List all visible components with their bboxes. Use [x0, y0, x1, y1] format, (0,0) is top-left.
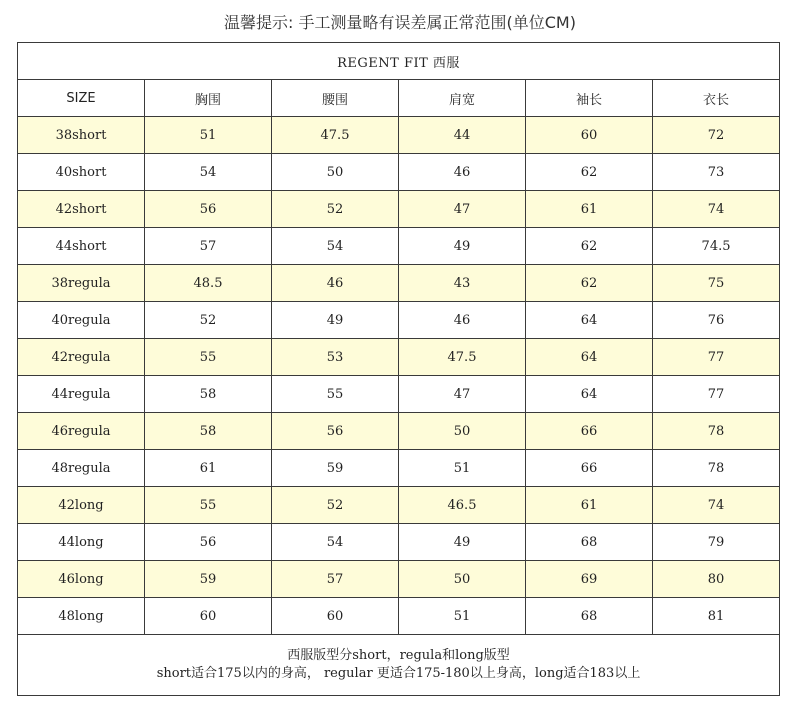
table-note-row [18, 635, 780, 696]
table-cell-chest: 60 [145, 598, 272, 635]
column-header-size: SIZE [18, 80, 145, 117]
size-chart-table [17, 42, 780, 696]
table-cell-waist: 52 [272, 191, 399, 228]
table-cell-chest: 51 [145, 117, 272, 154]
table-cell-sleeve: 69 [526, 561, 653, 598]
table-cell-waist: 60 [272, 598, 399, 635]
table-cell-sleeve: 66 [526, 413, 653, 450]
table-cell-size: 48long [18, 598, 145, 635]
table-cell-sleeve: 62 [526, 154, 653, 191]
table-cell-chest: 58 [145, 413, 272, 450]
table-row [18, 117, 780, 154]
table-cell-sleeve: 62 [526, 265, 653, 302]
table-row [18, 154, 780, 191]
table-cell-length: 81 [653, 598, 780, 635]
table-row [18, 450, 780, 487]
table-cell-length: 77 [653, 376, 780, 413]
table-cell-length: 77 [653, 339, 780, 376]
table-cell-chest: 58 [145, 376, 272, 413]
table-cell-sleeve: 66 [526, 450, 653, 487]
table-header-row [18, 80, 780, 117]
table-cell-shoulder: 47 [399, 376, 526, 413]
table-cell-length: 79 [653, 524, 780, 561]
table-cell-size: 42short [18, 191, 145, 228]
table-row [18, 561, 780, 598]
table-cell-waist: 57 [272, 561, 399, 598]
table-cell-length: 72 [653, 117, 780, 154]
table-cell-shoulder: 46 [399, 302, 526, 339]
table-cell-sleeve: 62 [526, 228, 653, 265]
table-row [18, 191, 780, 228]
table-cell-chest: 57 [145, 228, 272, 265]
table-cell-waist: 53 [272, 339, 399, 376]
table-cell-sleeve: 60 [526, 117, 653, 154]
table-cell-size: 38regula [18, 265, 145, 302]
table-row [18, 376, 780, 413]
table-cell-chest: 55 [145, 339, 272, 376]
table-cell-size: 42long [18, 487, 145, 524]
table-cell-waist: 54 [272, 524, 399, 561]
table-cell-size: 46long [18, 561, 145, 598]
table-cell-size: 40short [18, 154, 145, 191]
table-cell-chest: 56 [145, 191, 272, 228]
column-header-sleeve: 袖长 [526, 80, 653, 117]
table-cell-sleeve: 61 [526, 191, 653, 228]
table-cell-shoulder: 51 [399, 598, 526, 635]
table-cell-chest: 55 [145, 487, 272, 524]
table-cell-waist: 47.5 [272, 117, 399, 154]
table-cell-shoulder: 51 [399, 450, 526, 487]
table-cell-shoulder: 46 [399, 154, 526, 191]
note-line-1: 西服版型分short，regula和long版型 [287, 648, 510, 663]
table-cell-sleeve: 64 [526, 339, 653, 376]
table-row [18, 487, 780, 524]
table-cell-waist: 59 [272, 450, 399, 487]
table-cell-size: 38short [18, 117, 145, 154]
table-cell-length: 73 [653, 154, 780, 191]
table-cell-length: 78 [653, 450, 780, 487]
table-cell-length: 80 [653, 561, 780, 598]
table-cell-chest: 59 [145, 561, 272, 598]
table-cell-length: 74.5 [653, 228, 780, 265]
table-cell-waist: 46 [272, 265, 399, 302]
table-row [18, 302, 780, 339]
table-cell-waist: 54 [272, 228, 399, 265]
table-cell-shoulder: 47.5 [399, 339, 526, 376]
table-cell-sleeve: 61 [526, 487, 653, 524]
table-cell-size: 48regula [18, 450, 145, 487]
column-header-waist: 腰围 [272, 80, 399, 117]
table-row [18, 524, 780, 561]
table-cell-length: 74 [653, 191, 780, 228]
table-caption-row [18, 43, 780, 80]
table-cell-sleeve: 64 [526, 302, 653, 339]
table-cell-length: 76 [653, 302, 780, 339]
table-cell-size: 44long [18, 524, 145, 561]
table-cell-length: 78 [653, 413, 780, 450]
table-cell-chest: 48.5 [145, 265, 272, 302]
table-row [18, 339, 780, 376]
table-cell-waist: 52 [272, 487, 399, 524]
table-cell-size: 44regula [18, 376, 145, 413]
table-cell-sleeve: 68 [526, 598, 653, 635]
table-cell-shoulder: 49 [399, 228, 526, 265]
table-caption: REGENT FIT 西服 [18, 43, 780, 80]
table-cell-shoulder: 43 [399, 265, 526, 302]
table-cell-sleeve: 68 [526, 524, 653, 561]
table-cell-shoulder: 44 [399, 117, 526, 154]
table-cell-shoulder: 49 [399, 524, 526, 561]
table-cell-size: 40regula [18, 302, 145, 339]
table-cell-length: 74 [653, 487, 780, 524]
page-title: 温馨提示: 手工测量略有误差属正常范围(单位CM) [224, 13, 576, 32]
table-cell-chest: 56 [145, 524, 272, 561]
table-cell-size: 46regula [18, 413, 145, 450]
table-cell-sleeve: 64 [526, 376, 653, 413]
table-cell-size: 44short [18, 228, 145, 265]
table-cell-shoulder: 50 [399, 413, 526, 450]
table-row [18, 265, 780, 302]
table-cell-chest: 54 [145, 154, 272, 191]
table-cell-waist: 49 [272, 302, 399, 339]
column-header-shoulder: 肩宽 [399, 80, 526, 117]
table-cell-size: 42regula [18, 339, 145, 376]
table-cell-waist: 55 [272, 376, 399, 413]
table-cell-shoulder: 47 [399, 191, 526, 228]
table-cell-chest: 52 [145, 302, 272, 339]
table-cell-waist: 50 [272, 154, 399, 191]
column-header-length: 衣长 [653, 80, 780, 117]
table-row [18, 598, 780, 635]
table-cell-shoulder: 50 [399, 561, 526, 598]
table-cell-shoulder: 46.5 [399, 487, 526, 524]
table-row [18, 228, 780, 265]
note-line-2: short适合175以内的身高， regular 更适合175-180以上身高，long适合183以上 [156, 666, 641, 681]
table-row [18, 413, 780, 450]
table-cell-waist: 56 [272, 413, 399, 450]
table-cell-length: 75 [653, 265, 780, 302]
column-header-chest: 胸围 [145, 80, 272, 117]
table-note [18, 635, 780, 696]
table-cell-chest: 61 [145, 450, 272, 487]
